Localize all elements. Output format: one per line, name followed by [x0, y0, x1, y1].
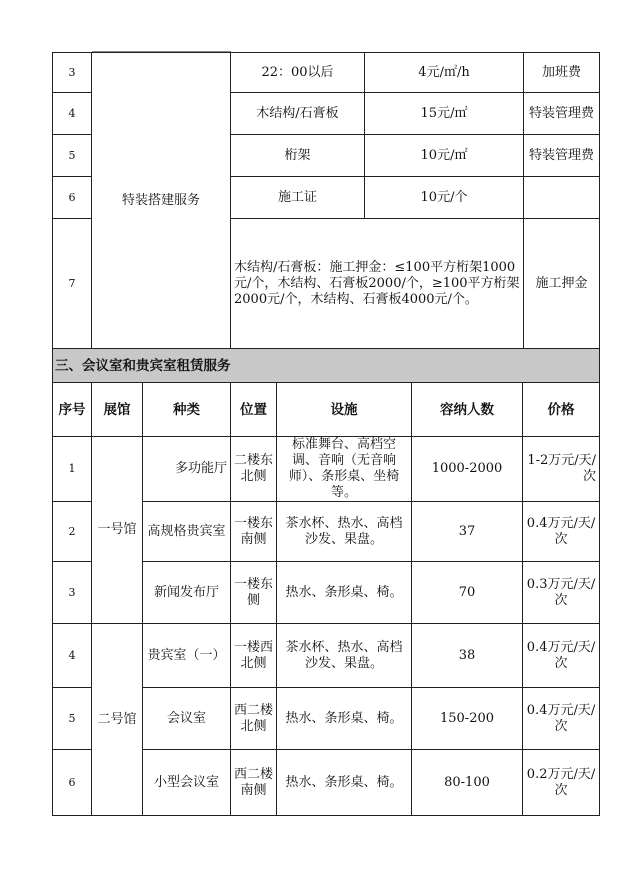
row-number: 3: [53, 562, 92, 624]
row-number: 4: [53, 93, 92, 135]
room-location: 西二楼北侧: [231, 688, 277, 750]
room-location: 一楼东侧: [231, 562, 277, 624]
service-note: 施工押金: [524, 219, 600, 349]
table-row: [53, 624, 600, 688]
hall-name: 一号馆: [92, 437, 143, 624]
room-price: 0.4万元/天/次: [523, 688, 600, 750]
room-type: 小型会议室: [143, 750, 231, 816]
section-title: 三、会议室和贵宾室租赁服务: [53, 349, 600, 383]
room-location: 一楼西北侧: [231, 624, 277, 688]
special-build-service-table: [52, 52, 600, 349]
row-number: 6: [53, 750, 92, 816]
room-type: 高规格贵宾室: [143, 502, 231, 562]
header-capacity: 容纳人数: [412, 383, 523, 437]
room-facilities: 热水、条形桌、椅。: [277, 562, 412, 624]
room-location: 二楼东北侧: [231, 437, 277, 502]
room-location: 西二楼南侧: [231, 750, 277, 816]
row-number: 2: [53, 502, 92, 562]
room-facilities: 热水、条形桌、椅。: [277, 750, 412, 816]
room-capacity: 80-100: [412, 750, 523, 816]
header-hall: 展馆: [92, 383, 143, 437]
room-capacity: 70: [412, 562, 523, 624]
service-note: [524, 177, 600, 219]
room-price: 0.4万元/天/次: [523, 502, 600, 562]
row-number: 1: [53, 437, 92, 502]
room-facilities: 热水、条形桌、椅。: [277, 688, 412, 750]
room-type: 多功能厅: [143, 437, 231, 502]
header-facilities: 设施: [277, 383, 412, 437]
room-capacity: 150-200: [412, 688, 523, 750]
room-type: 贵宾室（一）: [143, 624, 231, 688]
service-price: 15元/㎡: [365, 93, 524, 135]
room-price: 0.4万元/天/次: [523, 624, 600, 688]
row-number: 7: [53, 219, 92, 349]
service-item: 施工证: [231, 177, 365, 219]
room-price: 0.3万元/天/次: [523, 562, 600, 624]
table-row: [53, 437, 600, 502]
header-location: 位置: [231, 383, 277, 437]
row-number: 3: [53, 53, 92, 93]
row-number: 4: [53, 624, 92, 688]
meeting-room-rental-table: [52, 348, 600, 816]
header-type: 种类: [143, 383, 231, 437]
room-facilities: 茶水杯、热水、高档沙发、果盘。: [277, 502, 412, 562]
room-capacity: 38: [412, 624, 523, 688]
section-header-row: [53, 349, 600, 383]
service-item: 22：00以后: [231, 53, 365, 93]
room-type: 会议室: [143, 688, 231, 750]
room-facilities: 标准舞台、高档空调、音响（无音响师）、条形桌、坐椅等。: [277, 437, 412, 502]
room-price: 1-2万元/天/次: [523, 437, 600, 502]
service-price: 10元/㎡: [365, 135, 524, 177]
service-note: 加班费: [524, 53, 600, 93]
room-capacity: 1000-2000: [412, 437, 523, 502]
header-no: 序号: [53, 383, 92, 437]
service-price: 10元/个: [365, 177, 524, 219]
room-location: 一楼东南侧: [231, 502, 277, 562]
row-number: 5: [53, 135, 92, 177]
table-row: [53, 53, 600, 93]
service-item: 木结构/石膏板: [231, 93, 365, 135]
service-category: 特装搭建服务: [92, 53, 231, 349]
row-number: 5: [53, 688, 92, 750]
room-capacity: 37: [412, 502, 523, 562]
hall-name: 二号馆: [92, 624, 143, 816]
room-facilities: 茶水杯、热水、高档沙发、果盘。: [277, 624, 412, 688]
column-header-row: [53, 383, 600, 437]
service-note: 特装管理费: [524, 135, 600, 177]
header-price: 价格: [523, 383, 600, 437]
room-price: 0.2万元/天/次: [523, 750, 600, 816]
service-note: 特装管理费: [524, 93, 600, 135]
service-item: 桁架: [231, 135, 365, 177]
deposit-description: 木结构/石膏板：施工押金：≤100平方桁架1000元/个，木结构、石膏板2000/个，≥100平方桁架2000元/个，木结构、石膏板4000元/个。: [231, 219, 524, 349]
service-price: 4元/㎡/h: [365, 53, 524, 93]
row-number: 6: [53, 177, 92, 219]
room-type: 新闻发布厅: [143, 562, 231, 624]
